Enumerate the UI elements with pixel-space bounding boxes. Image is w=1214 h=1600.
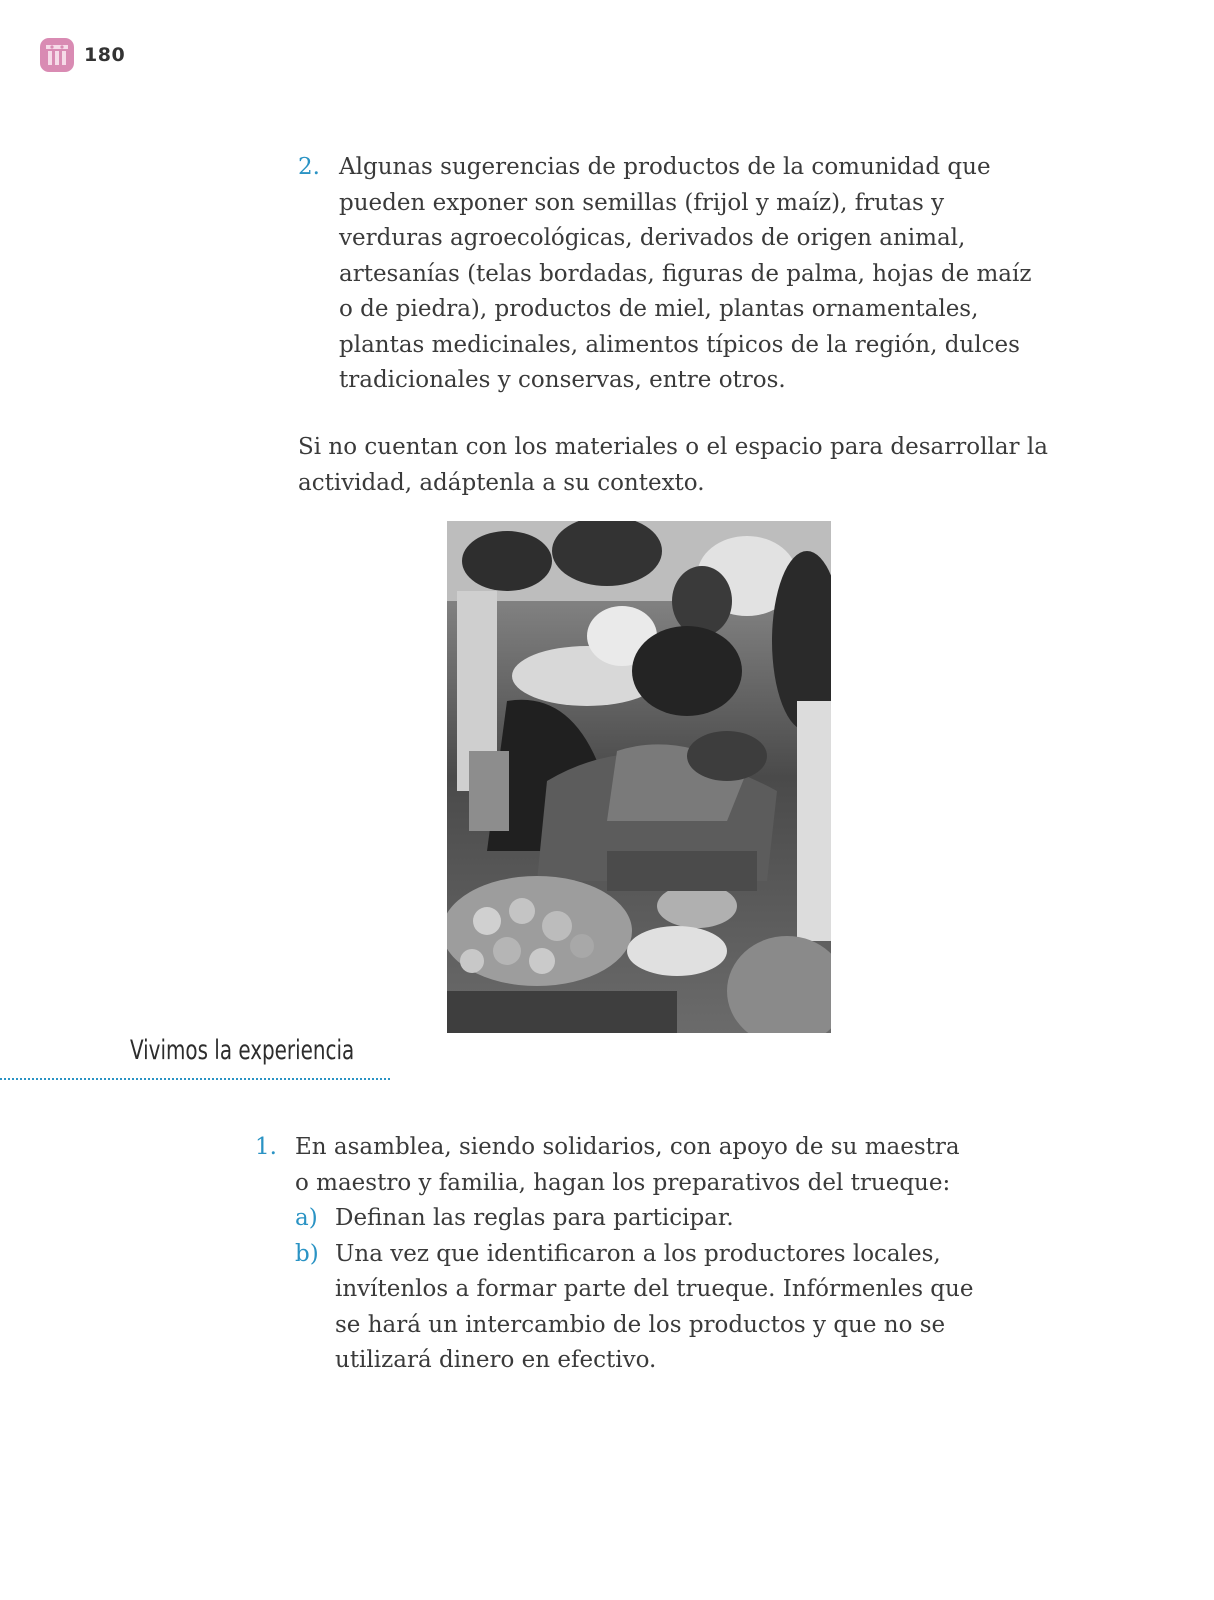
item-text: Algunas sugerencias de productos de la comunidad que pueden exponer son semillas (frijol y maíz), frutas y verduras agroecológicas, derivados de origen animal, artesanías (telas bordadas, figuras de palma, hojas de maíz o de piedra), productos de miel, plantas ornamentales, plantas medicinales, alimentos típicos de la región, dulces tradicionales y conservas, entre otros. bbox=[339, 154, 1032, 393]
sub-item-text: Una vez que identificaron a los productores locales, invítenlos a formar parte del trueque. Infórmenles que se hará un intercambio de los productos y que no se utilizará dinero en efectivo. bbox=[335, 1240, 974, 1373]
list-item-2 bbox=[298, 150, 1038, 399]
section-divider bbox=[0, 1078, 390, 1080]
sub-item-text: Definan las reglas para participar. bbox=[335, 1205, 734, 1231]
item-number: 1. bbox=[255, 1134, 277, 1160]
market-photo bbox=[447, 521, 831, 1033]
adaptation-note: Si no cuentan con los materiales o el espacio para desarrollar la actividad, adáptenla a su contexto. bbox=[298, 434, 1048, 496]
list-item-1 bbox=[255, 1130, 975, 1379]
item-number: 2. bbox=[298, 154, 320, 180]
item-body bbox=[295, 1130, 975, 1379]
sub-item-a bbox=[295, 1201, 975, 1237]
sub-item-b bbox=[295, 1237, 975, 1379]
sub-item-letter: b) bbox=[295, 1240, 319, 1267]
section-title: Vivimos la experiencia bbox=[130, 1035, 355, 1066]
item-text: En asamblea, siendo solidarios, con apoyo de su maestra o maestro y familia, hagan los preparativos del trueque: bbox=[295, 1134, 960, 1196]
pink-glyph-icon bbox=[40, 38, 74, 72]
page-number: 180 bbox=[84, 44, 126, 66]
sub-item-letter: a) bbox=[295, 1205, 318, 1231]
page-header bbox=[40, 38, 125, 72]
